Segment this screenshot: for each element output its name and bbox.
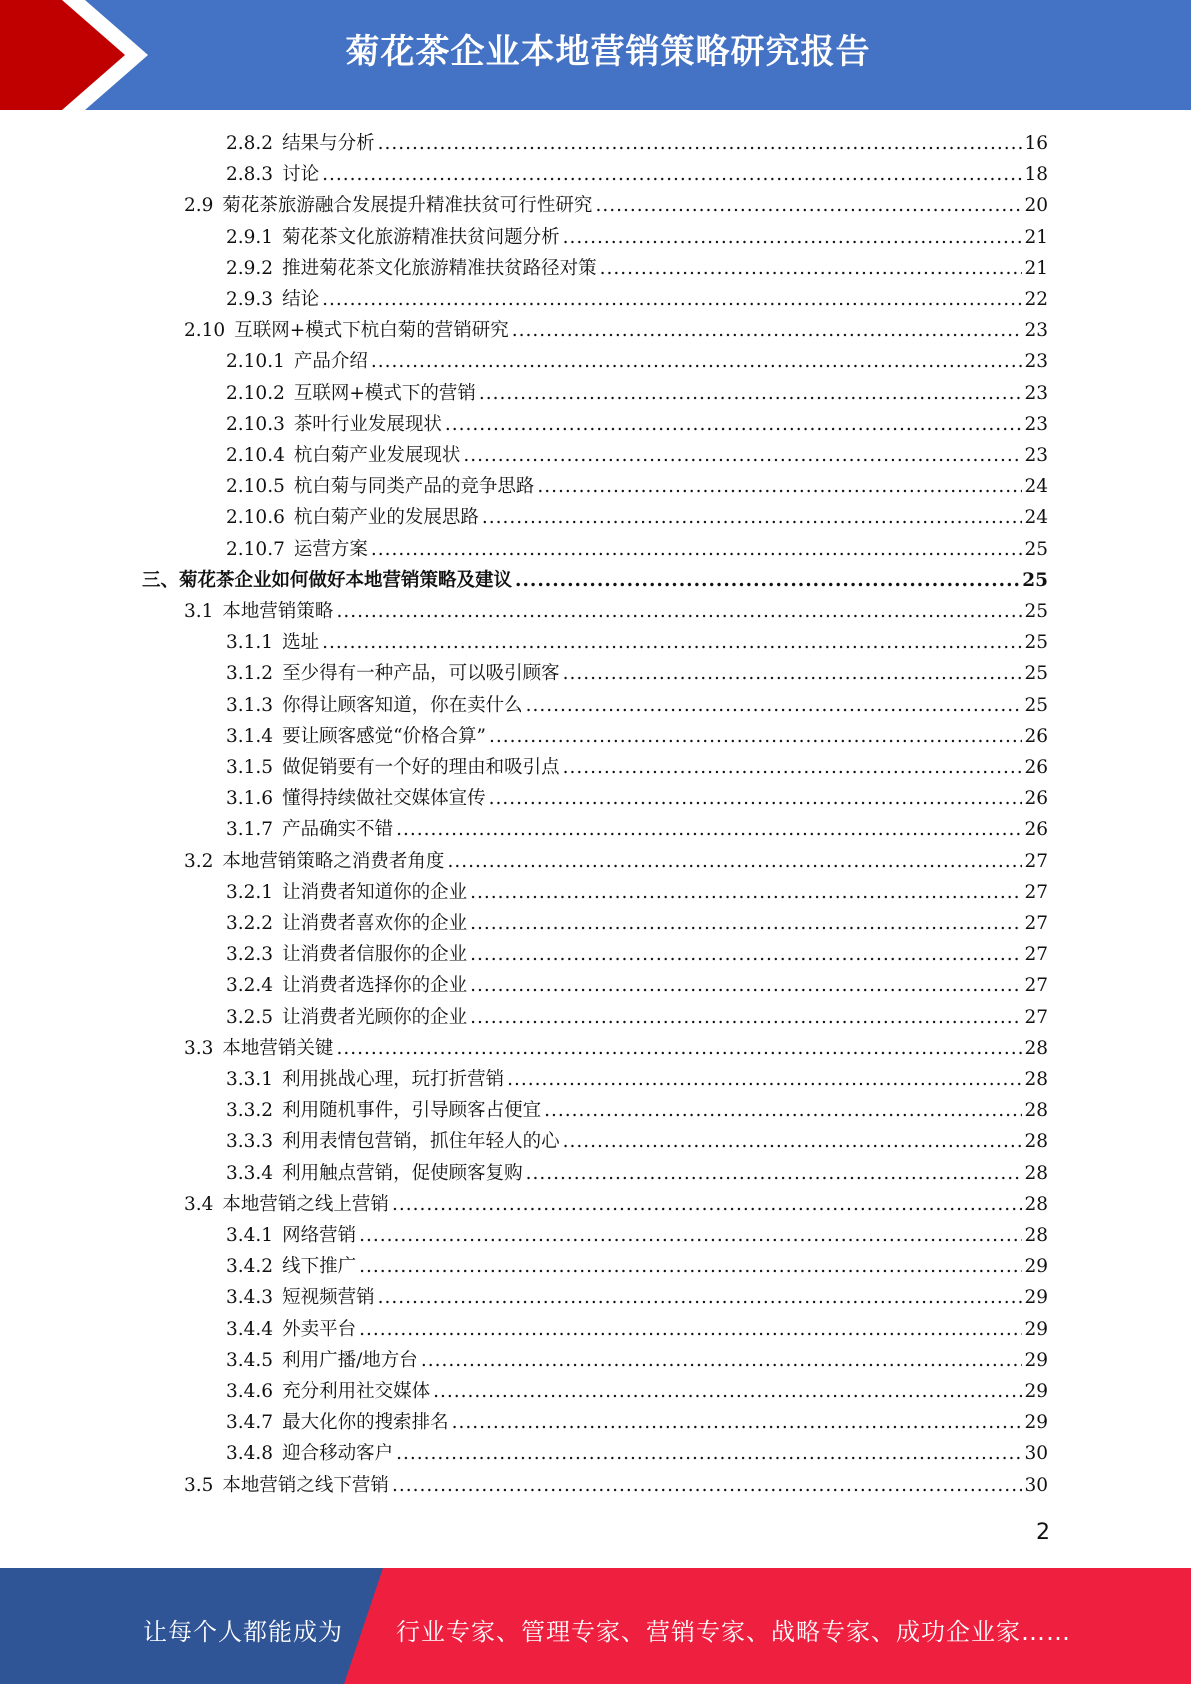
toc-entry-number: 3.1.4 [226,726,274,747]
toc-entry-number: 2.9.2 [226,258,274,279]
toc-entry-number: 2.8.3 [226,164,274,185]
toc-entry-number: 2.10.1 [226,351,285,372]
toc-entry-title: 杭白菊与同类产品的竞争思路 [293,476,535,497]
toc-entry[interactable] [226,1221,1048,1252]
toc-entry-page: 28 [1024,1194,1048,1215]
toc-entry[interactable] [226,878,1048,909]
toc-entry[interactable] [226,1003,1048,1034]
toc-dot-leader [595,195,1022,216]
toc-entry-page: 20 [1024,195,1048,216]
toc-entry-page: 27 [1024,851,1048,872]
toc-dot-leader [563,663,1023,684]
toc-dot-leader [537,476,1022,497]
toc-dot-leader [359,1256,1022,1277]
toc-dot-leader [371,351,1023,372]
toc-entry-page: 29 [1024,1287,1048,1308]
toc-entry-title: 利用触点营销，促使顾客复购 [282,1163,523,1184]
toc-entry-page: 28 [1024,1038,1048,1059]
toc-entry-page: 23 [1024,351,1048,372]
toc-entry-page: 26 [1024,788,1048,809]
toc-dot-leader [322,289,1022,310]
toc-entry-number: 3.2.4 [226,975,274,996]
toc-entry-page: 28 [1024,1069,1048,1090]
toc-entry-number: 2.10.2 [226,383,285,404]
toc-entry-page: 29 [1024,1319,1048,1340]
toc-entry[interactable] [184,1190,1048,1221]
toc-entry[interactable] [184,191,1048,222]
toc-entry-page: 23 [1024,320,1048,341]
footer-slogan-right: 行业专家、管理专家、营销专家、战略专家、成功企业家…… [396,1618,1071,1646]
toc-dot-leader [563,757,1023,778]
toc-entry[interactable] [226,971,1048,1002]
document-title: 菊花茶企业本地营销策略研究报告 [345,32,871,72]
toc-entry[interactable] [142,566,1048,597]
toc-entry[interactable] [226,285,1048,316]
toc-entry-title: 充分利用社交媒体 [282,1381,431,1402]
toc-entry-title: 运营方案 [293,539,368,560]
toc-entry[interactable] [226,628,1048,659]
toc-entry-number: 3.3.4 [226,1163,274,1184]
toc-entry[interactable] [226,753,1048,784]
toc-dot-leader [359,1319,1022,1340]
toc-dot-leader [544,1100,1022,1121]
toc-entry-number: 3.4.2 [226,1256,274,1277]
toc-entry-page: 26 [1024,819,1048,840]
toc-entry[interactable] [226,1159,1048,1190]
toc-entry-number: 3.1 [184,601,214,622]
toc-entry-number: 3.3 [184,1038,214,1059]
toc-entry-page: 21 [1024,227,1048,248]
toc-dot-leader [322,164,1022,185]
toc-entry-page: 28 [1024,1163,1048,1184]
toc-entry[interactable] [226,129,1048,160]
toc-entry-page: 26 [1024,757,1048,778]
toc-entry-title: 让消费者选择你的企业 [282,975,468,996]
toc-dot-leader [445,414,1023,435]
toc-entry-number: 2.9 [184,195,214,216]
toc-entry[interactable] [226,1096,1048,1127]
toc-entry[interactable] [226,691,1048,722]
toc-entry[interactable] [226,503,1048,534]
toc-dot-leader [479,383,1023,404]
toc-dot-leader [600,258,1023,279]
toc-entry-page: 25 [1024,663,1048,684]
toc-entry-title: 互联网+模式下的营销 [293,383,476,404]
toc-entry-number: 3.4.7 [226,1412,274,1433]
toc-entry-page: 28 [1024,1225,1048,1246]
toc-entry-title: 做促销要有一个好的理由和吸引点 [282,757,560,778]
toc-dot-leader [470,944,1022,965]
toc-entry-title: 本地营销之线上营销 [222,1194,389,1215]
toc-entry-number: 3.2.1 [226,882,274,903]
toc-entry-page: 30 [1024,1443,1048,1464]
toc-entry-number: 3.5 [184,1475,214,1496]
toc-entry-page: 25 [1024,601,1048,622]
toc-entry-page: 30 [1024,1475,1048,1496]
toc-entry[interactable] [226,909,1048,940]
toc-entry[interactable] [226,535,1048,566]
page-number: 2 [1036,1520,1050,1545]
toc-entry-number: 2.10.7 [226,539,285,560]
toc-entry-title: 产品介绍 [293,351,368,372]
toc-entry[interactable] [184,1471,1048,1502]
toc-dot-leader [392,1475,1023,1496]
toc-entry-title: 至少得有一种产品，可以吸引顾客 [282,663,560,684]
toc-entry-title: 菊花茶旅游融合发展提升精准扶贫可行性研究 [222,195,593,216]
toc-dot-leader [470,913,1022,934]
page-header [0,0,1191,110]
toc-entry-title: 迎合移动客户 [282,1443,394,1464]
toc-entry-page: 24 [1024,476,1048,497]
toc-entry-page: 21 [1024,258,1048,279]
toc-entry-title: 让消费者光顾你的企业 [282,1007,468,1028]
toc-dot-leader [336,601,1022,622]
toc-dot-leader [526,1163,1023,1184]
toc-entry-number: 3.1.2 [226,663,274,684]
toc-entry-title: 讨论 [282,164,320,185]
toc-entry[interactable] [226,1439,1048,1470]
toc-entry-number: 3.4.5 [226,1350,274,1371]
toc-dot-leader [371,539,1023,560]
toc-entry-page: 25 [1024,539,1048,560]
toc-entry-title: 菊花茶文化旅游精准扶贫问题分析 [282,227,560,248]
toc-entry-page: 25 [1022,570,1048,591]
toc-dot-leader [515,570,1020,591]
toc-entry-title: 让消费者信服你的企业 [282,944,468,965]
toc-entry[interactable] [226,1315,1048,1346]
toc-entry[interactable] [226,1346,1048,1377]
toc-entry[interactable] [226,410,1048,441]
toc-dot-leader [392,1194,1023,1215]
toc-entry-page: 28 [1024,1100,1048,1121]
toc-dot-leader [507,1069,1022,1090]
toc-entry-number: 3.1.6 [226,788,274,809]
toc-entry[interactable] [226,815,1048,846]
toc-entry-number: 3.4.3 [226,1287,274,1308]
toc-entry[interactable] [226,1377,1048,1408]
toc-entry[interactable] [226,379,1048,410]
toc-entry-title: 短视频营销 [282,1287,375,1308]
toc-entry[interactable] [226,1127,1048,1158]
toc-dot-leader [482,507,1023,528]
toc-entry-title: 最大化你的搜索排名 [282,1412,449,1433]
toc-entry-title: 本地营销之线下营销 [222,1475,389,1496]
toc-entry-title: 让消费者知道你的企业 [282,882,468,903]
toc-dot-leader [489,788,1023,809]
toc-entry-title: 网络营销 [282,1225,357,1246]
toc-entry-number: 2.9.3 [226,289,274,310]
toc-entry-number: 3.4.8 [226,1443,274,1464]
toc-entry-number: 3.2 [184,851,214,872]
toc-entry[interactable] [226,441,1048,472]
toc-dot-leader [359,1225,1022,1246]
toc-dot-leader [378,1287,1023,1308]
toc-entry-number: 2.10 [184,320,226,341]
toc-entry-number: 3.4.1 [226,1225,274,1246]
toc-entry-title: 利用广播/地方台 [282,1350,418,1371]
toc-entry-title: 杭白菊产业的发展思路 [293,507,479,528]
toc-dot-leader [470,1007,1022,1028]
toc-dot-leader [433,1381,1022,1402]
toc-entry-page: 23 [1024,414,1048,435]
toc-dot-leader [452,1412,1023,1433]
toc-entry-title: 要让顾客感觉“价格合算” [282,726,486,747]
toc-entry-page: 27 [1024,944,1048,965]
toc-entry[interactable] [184,1034,1048,1065]
toc-dot-leader [563,1131,1023,1152]
toc-entry-number: 2.10.6 [226,507,285,528]
toc-entry-title: 本地营销策略 [222,601,334,622]
toc-entry-title: 懂得持续做社交媒体宣传 [282,788,486,809]
toc-entry-number: 2.9.1 [226,227,274,248]
toc-entry-title: 本地营销策略之消费者角度 [222,851,445,872]
toc-dot-leader [421,1350,1023,1371]
toc-entry-page: 29 [1024,1412,1048,1433]
toc-entry-title: 外卖平台 [282,1319,357,1340]
toc-dot-leader [489,726,1022,747]
toc-entry[interactable] [226,1065,1048,1096]
toc-dot-leader [563,227,1023,248]
toc-entry-title: 让消费者喜欢你的企业 [282,913,468,934]
toc-entry-title: 茶叶行业发展现状 [293,414,442,435]
toc-entry-page: 27 [1024,1007,1048,1028]
toc-entry-page: 25 [1024,695,1048,716]
toc-entry-page: 18 [1024,164,1048,185]
toc-entry-page: 26 [1024,726,1048,747]
toc-entry-number: 3.2.3 [226,944,274,965]
toc-entry-page: 27 [1024,882,1048,903]
toc-entry[interactable] [226,160,1048,191]
toc-entry[interactable] [226,472,1048,503]
toc-dot-leader [470,882,1022,903]
toc-entry-page: 22 [1024,289,1048,310]
toc-entry-page: 24 [1024,507,1048,528]
toc-entry-page: 27 [1024,975,1048,996]
toc-dot-leader [396,1443,1022,1464]
toc-entry[interactable] [226,223,1048,254]
toc-dot-leader [512,320,1023,341]
toc-dot-leader [526,695,1023,716]
toc-entry-number: 3.2.2 [226,913,274,934]
toc-entry-title: 互联网+模式下杭白菊的营销研究 [234,320,509,341]
toc-entry-number: 3.3.2 [226,1100,274,1121]
toc-entry-page: 23 [1024,383,1048,404]
toc-entry[interactable] [184,847,1048,878]
toc-entry-title: 线下推广 [282,1256,357,1277]
toc-entry-page: 25 [1024,632,1048,653]
toc-entry-page: 29 [1024,1350,1048,1371]
toc-entry-title: 结果与分析 [282,133,375,154]
toc-entry[interactable] [226,1408,1048,1439]
toc-entry-page: 29 [1024,1381,1048,1402]
toc-entry-title: 产品确实不错 [282,819,394,840]
toc-entry[interactable] [226,1252,1048,1283]
toc-entry[interactable] [226,784,1048,815]
toc-entry-title: 利用挑战心理，玩打折营销 [282,1069,505,1090]
toc-entry-number: 3.1.5 [226,757,274,778]
toc-entry-number: 3.1.3 [226,695,274,716]
toc-entry[interactable] [226,940,1048,971]
toc-entry-title: 三、菊花茶企业如何做好本地营销策略及建议 [142,570,513,591]
toc-dot-leader [322,632,1022,653]
toc-entry-title: 你得让顾客知道，你在卖什么 [282,695,523,716]
toc-entry[interactable] [184,316,1048,347]
toc-entry-title: 推进菊花茶文化旅游精准扶贫路径对策 [282,258,597,279]
toc-entry-number: 3.1.1 [226,632,274,653]
toc-dot-leader [378,133,1023,154]
toc-dot-leader [336,1038,1022,1059]
toc-entry[interactable] [226,659,1048,690]
toc-dot-leader [470,975,1022,996]
footer-slogan-left: 让每个人都能成为 [143,1618,343,1646]
toc-entry-number: 2.8.2 [226,133,274,154]
toc-entry[interactable] [226,254,1048,285]
toc-entry-number: 2.10.5 [226,476,285,497]
toc-entry-number: 3.4.4 [226,1319,274,1340]
toc-entry-page: 27 [1024,913,1048,934]
toc-entry-page: 23 [1024,445,1048,466]
toc-entry-page: 29 [1024,1256,1048,1277]
toc-dot-leader [463,445,1022,466]
toc-entry-title: 选址 [282,632,320,653]
toc-entry-number: 3.3.3 [226,1131,274,1152]
toc-entry-title: 本地营销关键 [222,1038,334,1059]
toc-dot-leader [447,851,1022,872]
toc-entry-number: 3.3.1 [226,1069,274,1090]
toc-entry-number: 3.2.5 [226,1007,274,1028]
toc-entry-number: 2.10.4 [226,445,285,466]
toc-entry-number: 3.4 [184,1194,214,1215]
toc-entry-number: 3.1.7 [226,819,274,840]
toc-dot-leader [396,819,1022,840]
toc-entry-title: 利用随机事件，引导顾客占便宜 [282,1100,542,1121]
toc-entry-page: 28 [1024,1131,1048,1152]
toc-entry-page: 16 [1024,133,1048,154]
toc-entry-title: 杭白菊产业发展现状 [293,445,461,466]
toc-entry[interactable] [226,722,1048,753]
toc-entry[interactable] [226,347,1048,378]
toc-entry-title: 结论 [282,289,320,310]
toc-entry-title: 利用表情包营销，抓住年轻人的心 [282,1131,560,1152]
toc-entry[interactable] [226,1283,1048,1314]
toc-entry-number: 2.10.3 [226,414,285,435]
toc-entry-number: 3.4.6 [226,1381,274,1402]
toc-entry[interactable] [184,597,1048,628]
